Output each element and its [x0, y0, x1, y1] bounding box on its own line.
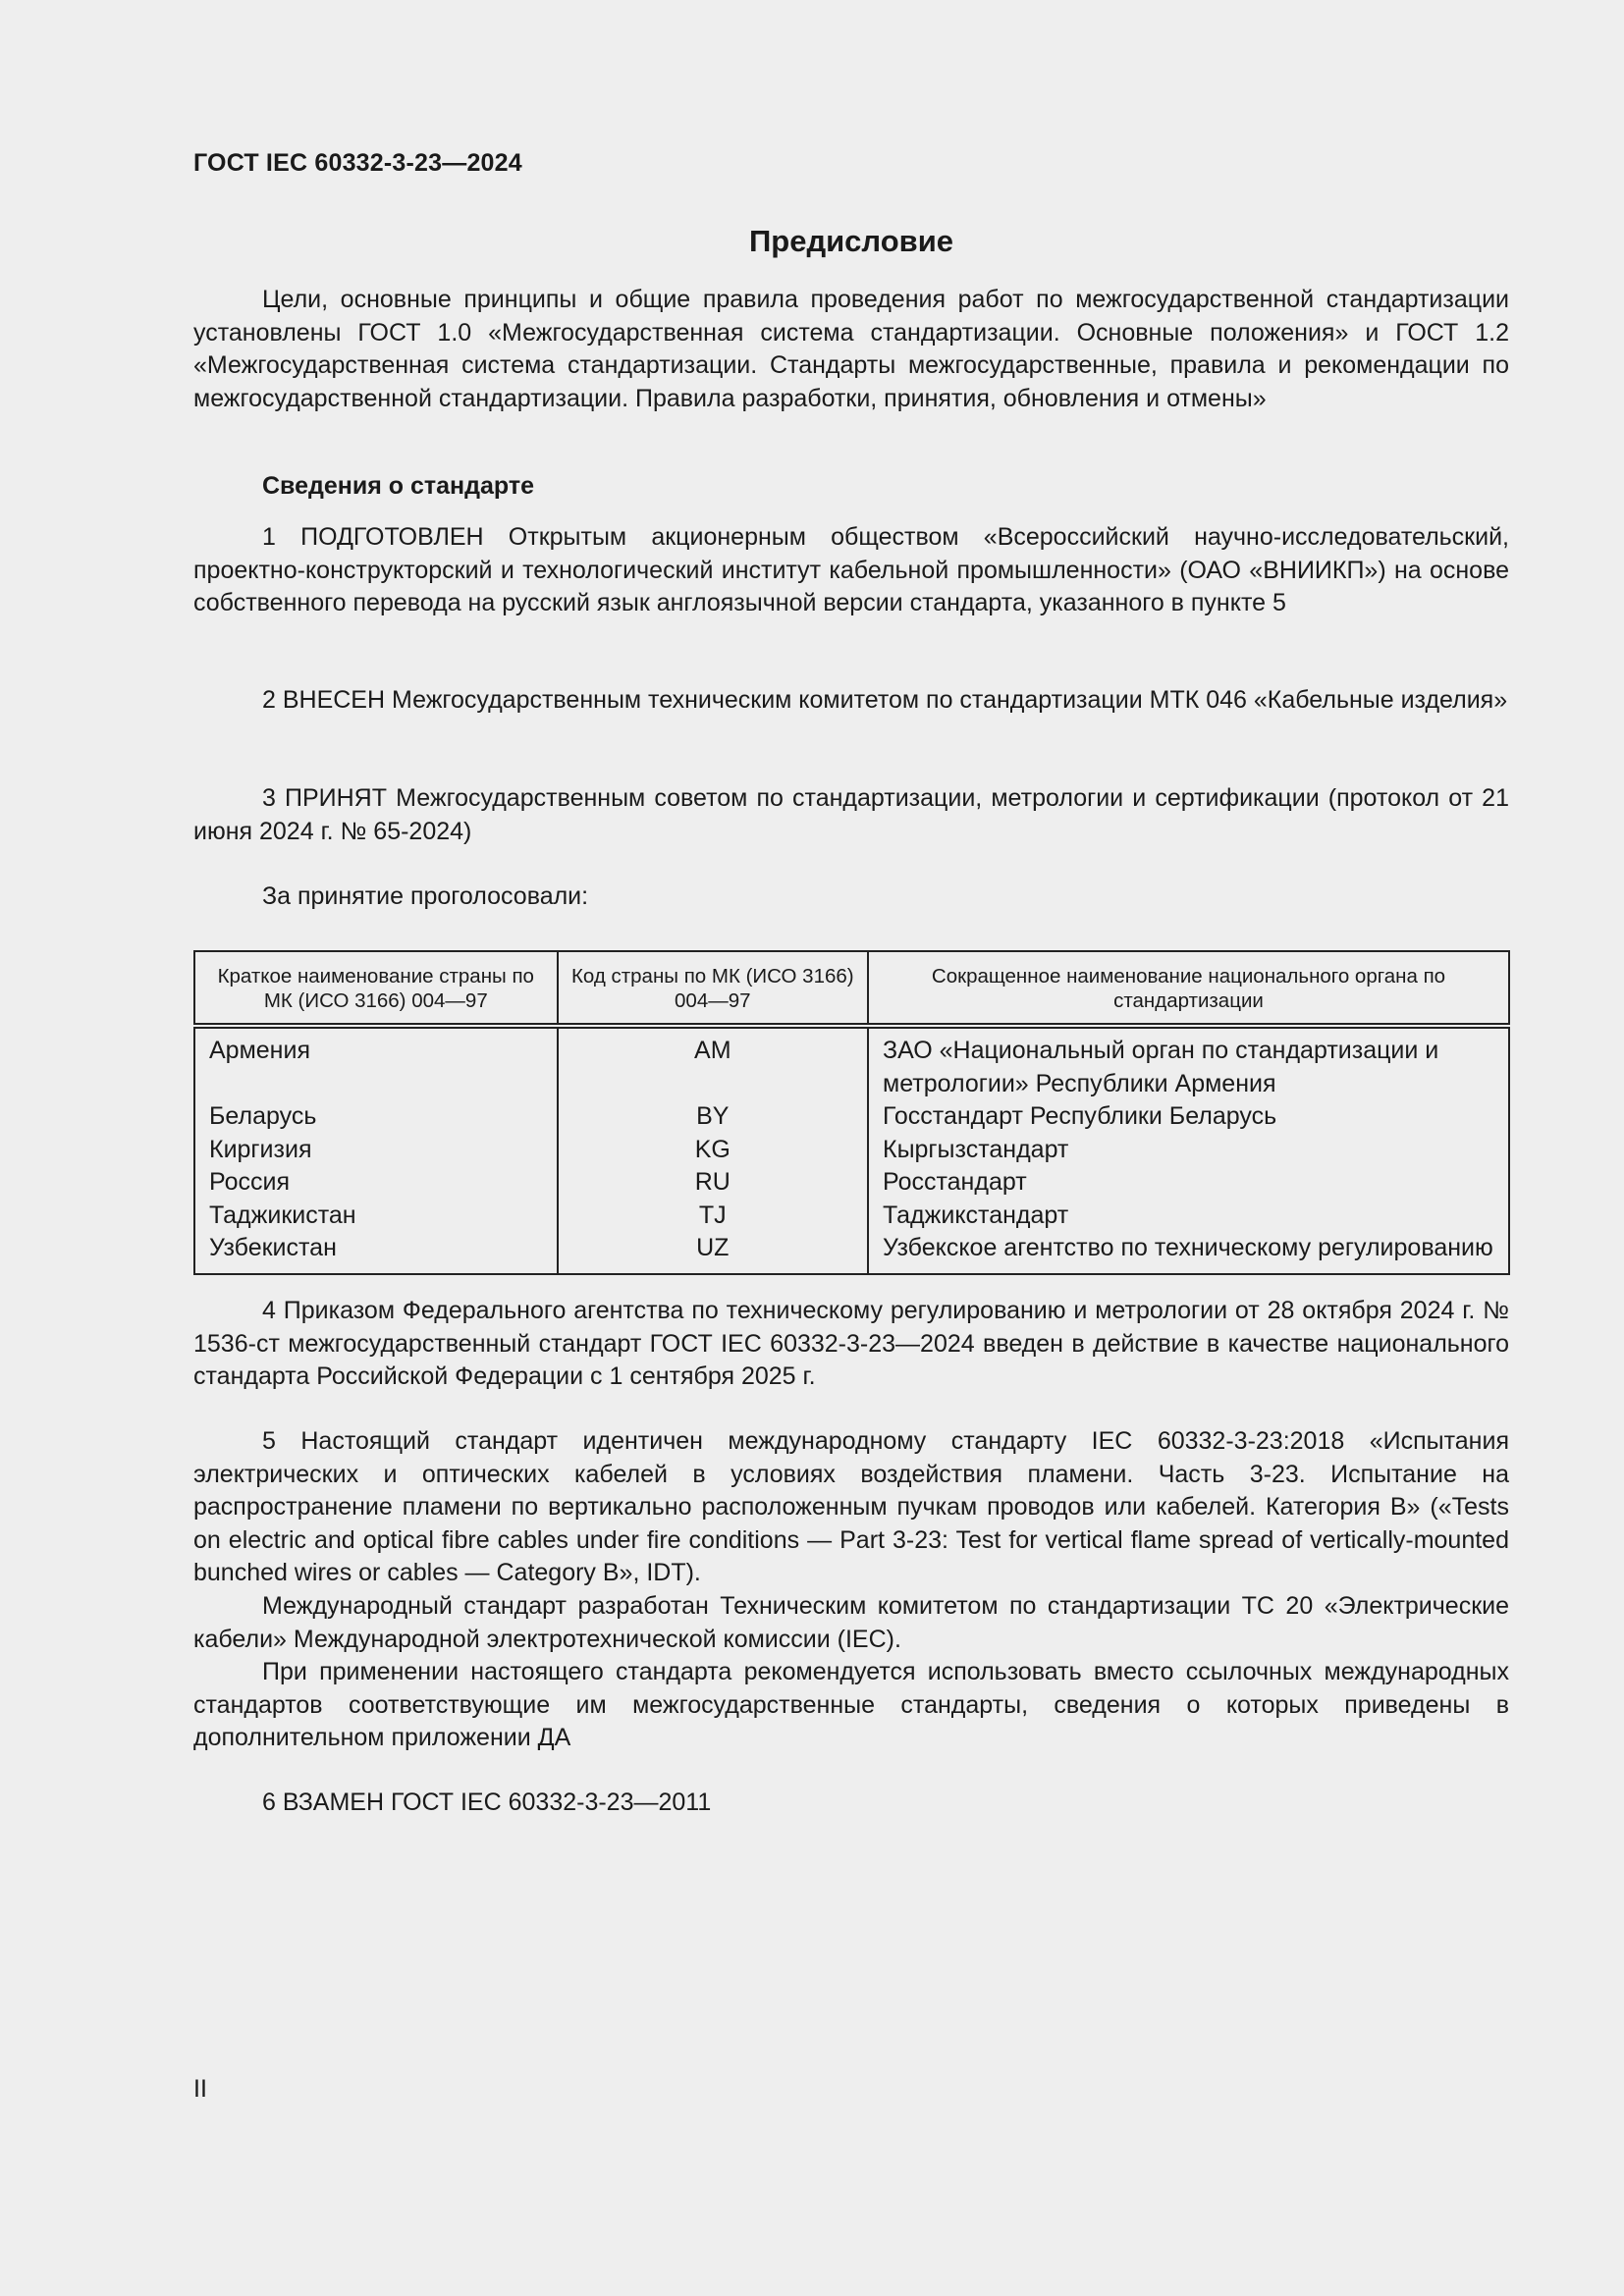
cell-country: Россия: [194, 1166, 558, 1200]
document-page: [193, 0, 1509, 2296]
cell-body: Кыргызстандарт: [883, 1135, 1069, 1163]
cell-body: ЗАО «Национальный орган по стандартизации и метрологии» Республики Армения: [883, 1037, 1439, 1097]
cell-country: Армения: [194, 1026, 558, 1100]
item-3-paragraph: [193, 782, 1509, 848]
table-row: [194, 1232, 1509, 1274]
intro-paragraph: [193, 284, 1509, 415]
cell-code: UZ: [558, 1232, 868, 1274]
table-row: [194, 1134, 1509, 1167]
document-id-header: ГОСТ IEC 60332-3-23—2024: [193, 149, 522, 177]
item-6-paragraph: [193, 1787, 1509, 1820]
table-row: [194, 1026, 1509, 1100]
header-national-body: Сокращенное наименование национального органа по стандартизации: [868, 951, 1509, 1026]
voting-countries-table: [193, 950, 1510, 1275]
item-5-application-paragraph: [193, 1656, 1509, 1755]
item-1-text: 1 ПОДГОТОВЛЕН Открытым акционерным обществом «Всероссийский научно-исследовательский, проектно-конструкторский и технологический институт кабельной промышленности» (ОАО «ВНИИКП») на основе собственного перевода на русский язык англоязычной версии стандарта, указанного в пункте 5: [193, 523, 1509, 616]
cell-body: Таджикстандарт: [883, 1201, 1069, 1229]
cell-code: TJ: [558, 1200, 868, 1233]
item-2-paragraph: [193, 684, 1509, 718]
cell-country: Беларусь: [194, 1100, 558, 1134]
cell-body: Росстандарт: [883, 1168, 1027, 1196]
section-subheading: Сведения о стандарте: [262, 472, 535, 500]
cell-body: Госстандарт Республики Беларусь: [883, 1102, 1277, 1130]
cell-country: Таджикистан: [194, 1200, 558, 1233]
cell-code: KG: [558, 1134, 868, 1167]
header-country-name: Краткое наименование страны по МК (ИСО 3166) 004—97: [194, 951, 558, 1026]
voted-text: За принятие проголосовали:: [262, 882, 589, 910]
page-title: Предисловие: [748, 224, 953, 258]
table-row: [194, 1100, 1509, 1134]
item-2-text: 2 ВНЕСЕН Межгосударственным техническим комитетом по стандартизации МТК 046 «Кабельные изделия»: [262, 686, 1508, 714]
item-5-committee-text: Международный стандарт разработан Техническим комитетом по стандартизации ТС 20 «Электрические кабели» Международной электротехнической комиссии (IEC).: [193, 1592, 1509, 1653]
page-number: II: [193, 2075, 207, 2103]
cell-body: Узбекское агентство по техническому регулированию: [883, 1234, 1493, 1261]
item-1-paragraph: [193, 521, 1509, 620]
table-header-row: [194, 951, 1509, 1026]
cell-code: AM: [558, 1026, 868, 1100]
cell-country: Узбекистан: [194, 1232, 558, 1274]
intro-text: Цели, основные принципы и общие правила проведения работ по межгосударственной стандартизации установлены ГОСТ 1.0 «Межгосударственная система стандартизации. Основные положения» и ГОСТ 1.2 «Межгосударственная система стандартизации. Стандарты межгосударственные, правила и рекомендации по межгосударственной стандартизации. Правила разработки, принятия, обновления и отмены»: [193, 286, 1509, 412]
item-5-text: 5 Настоящий стандарт идентичен международному стандарту IEC 60332-3-23:2018 «Испытания электрических и оптических кабелей в условиях воздействия пламени. Часть 3-23. Испытание на распространение пламени по вертикально расположенным пучкам проводов или кабелей. Категория B» («Tests on electric and optical fibre cables under fire conditions — Part 3-23: Test for vertical flame spread of vertically-mounted bunched wires or cables — Category B», IDT).: [193, 1427, 1509, 1586]
item-5-application-text: При применении настоящего стандарта рекомендуется использовать вместо ссылочных международных стандартов соответствующие им межгосударственные стандарты, сведения о которых приведены в дополнительном приложении ДА: [193, 1658, 1509, 1751]
cell-code: RU: [558, 1166, 868, 1200]
item-5-committee-paragraph: [193, 1590, 1509, 1656]
item-3-text: 3 ПРИНЯТ Межгосударственным советом по стандартизации, метрологии и сертификации (протокол от 21 июня 2024 г. № 65-2024): [193, 784, 1509, 845]
header-country-code: Код страны по МК (ИСО 3166) 004—97: [558, 951, 868, 1026]
cell-code: BY: [558, 1100, 868, 1134]
table-row: [194, 1200, 1509, 1233]
voted-label: [193, 881, 1509, 914]
item-4-paragraph: [193, 1295, 1509, 1394]
cell-country: Киргизия: [194, 1134, 558, 1167]
table-row: [194, 1166, 1509, 1200]
item-4-text: 4 Приказом Федерального агентства по техническому регулированию и метрологии от 28 октября 2024 г. № 1536-ст межгосударственный стандарт ГОСТ IEC 60332-3-23—2024 введен в действие в качестве национального стандарта Российской Федерации с 1 сентября 2025 г.: [193, 1297, 1509, 1390]
item-5-paragraph: [193, 1425, 1509, 1590]
item-6-text: 6 ВЗАМЕН ГОСТ IEC 60332-3-23—2011: [262, 1789, 712, 1816]
